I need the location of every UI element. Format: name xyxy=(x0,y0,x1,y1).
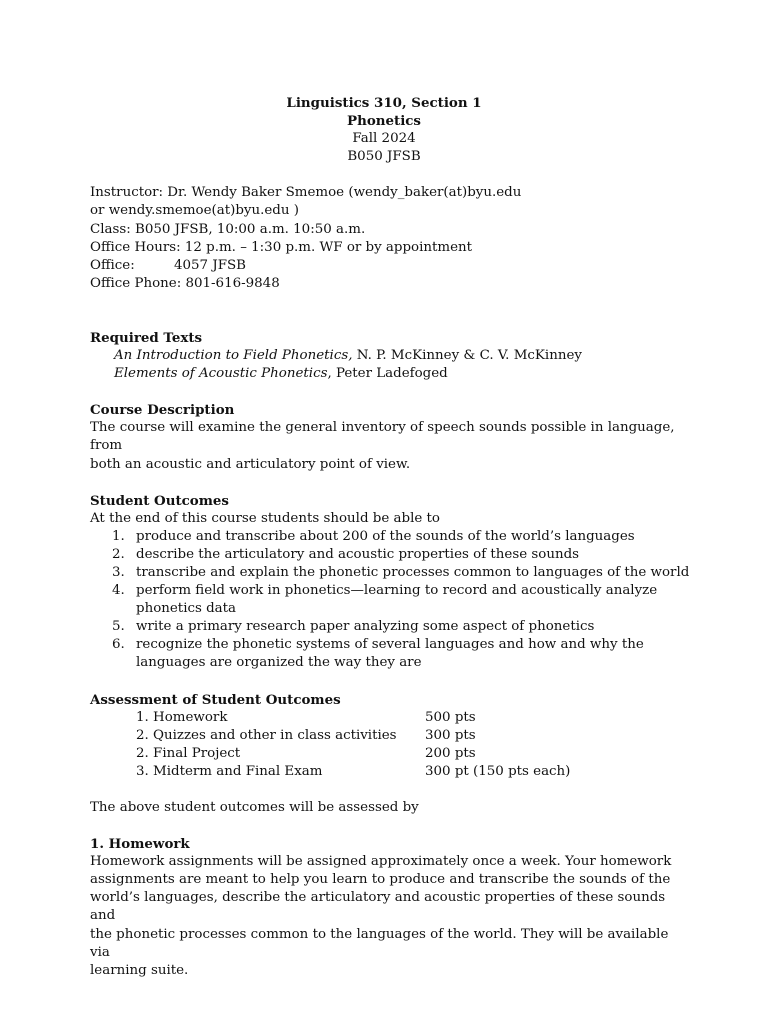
homework-line: learning suite. xyxy=(90,962,189,978)
book-1-authors: N. P. McKinney & C. V. McKinney xyxy=(352,348,582,364)
class-time: Class: B050 JFSB, 10:00 a.m. 10:50 a.m. xyxy=(90,221,366,237)
list-item: 2. describe the articulatory and acoustic properties of these sounds xyxy=(112,546,580,562)
homework-heading: 1. Homework xyxy=(90,836,190,853)
homework-line: world’s languages, describe the articulatory and acoustic properties of these sounds and xyxy=(90,890,666,924)
required-texts-heading: Required Texts xyxy=(90,329,203,346)
assessment-row: 1. Homework 500 pts xyxy=(136,709,476,725)
course-room: B050 JFSB xyxy=(347,149,421,165)
book-2 xyxy=(90,365,690,383)
assessment-note: The above student outcomes will be assessed by xyxy=(90,800,419,815)
book-2-title: Elements of Acoustic Phonetics xyxy=(114,366,328,382)
syllabus-page xyxy=(90,94,690,980)
office-location xyxy=(90,257,690,275)
course-subject: Phonetics xyxy=(347,113,421,130)
book-1-title: An Introduction to Field Phonetics, xyxy=(114,348,353,364)
list-item: 5. write a primary research paper analyzing some aspect of phonetics xyxy=(112,619,595,635)
assessment-row: 2. Quizzes and other in class activities 300 pts xyxy=(136,727,476,743)
course-term: Fall 2024 xyxy=(352,131,416,147)
office-value: 4057 JFSB xyxy=(174,257,247,273)
instructor-email-line: or wendy.smemoe(at)byu.edu ) xyxy=(90,203,299,219)
list-item: 6. recognize the phonetic systems of several languages and how and why the languages are organized the way they are xyxy=(112,637,644,671)
book-1 xyxy=(90,347,690,365)
student-outcomes-heading: Student Outcomes xyxy=(90,492,229,509)
book-2-authors: , Peter Ladefoged xyxy=(327,366,448,382)
homework-line: Homework assignments will be assigned approximately once a week. Your homework xyxy=(90,854,672,870)
office-label: Office: xyxy=(90,257,135,273)
course-description-line: The course will examine the general inventory of speech sounds possible in language, from xyxy=(90,420,675,454)
course-description-heading: Course Description xyxy=(90,402,235,419)
list-item: 3. transcribe and explain the phonetic processes common to languages of the world xyxy=(112,564,690,580)
outcomes-list xyxy=(90,528,690,673)
office-hours: Office Hours: 12 p.m. – 1:30 p.m. WF or by appointment xyxy=(90,239,473,255)
course-title: Linguistics 310, Section 1 xyxy=(286,95,482,111)
homework-line: assignments are meant to help you learn to produce and transcribe the sounds of the xyxy=(90,872,671,888)
student-outcomes-intro: At the end of this course students should be able to xyxy=(90,510,440,526)
office-phone: Office Phone: 801-616-9848 xyxy=(90,275,280,291)
list-item: 4. perform field work in phonetics—learning to record and acoustically analyze phonetics data xyxy=(112,583,658,617)
assessment-row: 3. Midterm and Final Exam 300 pt (150 pts each) xyxy=(136,763,571,779)
course-description-line: both an acoustic and articulatory point of view. xyxy=(90,456,411,472)
instructor-line: Instructor: Dr. Wendy Baker Smemoe (wendy_baker(at)byu.edu xyxy=(90,185,522,201)
homework-line: the phonetic processes common to the languages of the world. They will be available via xyxy=(90,926,669,960)
list-item: 1. produce and transcribe about 200 of the sounds of the world’s languages xyxy=(112,528,635,544)
assessment-row: 2. Final Project 200 pts xyxy=(136,745,476,761)
assessment-heading: Assessment of Student Outcomes xyxy=(90,691,341,708)
